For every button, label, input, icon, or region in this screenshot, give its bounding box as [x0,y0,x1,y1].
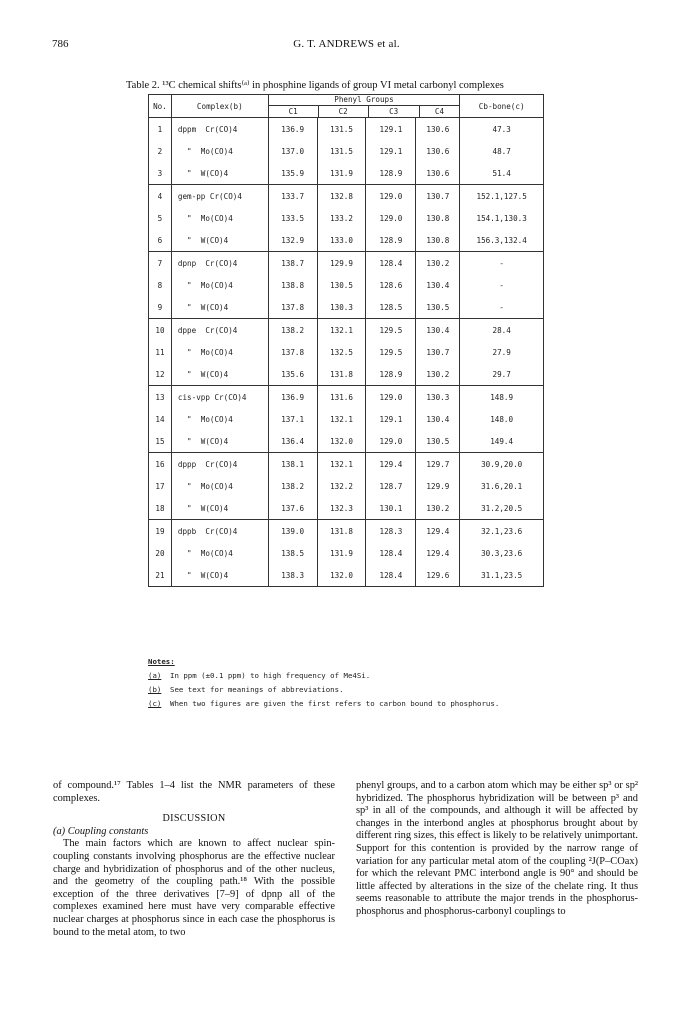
cell-c4: 130.5 [416,296,460,319]
cell-c2: 133.2 [317,207,366,229]
header-cbone: Cb-bone(c) [460,95,544,118]
left-column [53,780,335,939]
table-row [149,542,544,564]
cell-cbone: 30.9,20.0 [460,453,544,476]
cell-complex: " W(CO)4 [171,363,268,386]
cell-c3: 128.3 [366,520,416,543]
cell-c4: 129.9 [416,475,460,497]
header-no: No. [149,95,172,118]
cell-complex: " Mo(CO)4 [171,341,268,363]
cell-c3: 129.0 [366,207,416,229]
header-phenyl-group [268,95,460,118]
cell-complex: " W(CO)4 [171,430,268,453]
cell-cbone: - [460,252,544,275]
cell-complex: " Mo(CO)4 [171,542,268,564]
cell-c2: 132.2 [317,475,366,497]
header-c1: C1 [269,106,319,117]
cell-c4: 130.7 [416,341,460,363]
table-row [149,520,544,543]
cell-complex: dppm Cr(CO)4 [171,118,268,141]
cell-c2: 132.3 [317,497,366,520]
cell-no: 12 [149,363,172,386]
cell-c4: 130.2 [416,252,460,275]
cell-c4: 130.6 [416,162,460,185]
cell-c4: 130.4 [416,274,460,296]
cell-cbone: 32.1,23.6 [460,520,544,543]
cell-c1: 136.9 [268,386,317,409]
cell-c3: 129.5 [366,341,416,363]
table-row [149,207,544,229]
cell-cbone: 148.9 [460,386,544,409]
table-row [149,564,544,587]
cell-c3: 128.6 [366,274,416,296]
cell-no: 20 [149,542,172,564]
cell-no: 17 [149,475,172,497]
cell-c4: 130.4 [416,319,460,342]
right-column [356,780,638,919]
cell-c1: 137.0 [268,140,317,162]
header-phenyl: Phenyl Groups [269,95,460,106]
cell-cbone: 31.2,20.5 [460,497,544,520]
cell-no: 16 [149,453,172,476]
table-row [149,475,544,497]
cell-c4: 130.6 [416,118,460,141]
cell-cbone: - [460,296,544,319]
cell-no: 4 [149,185,172,208]
note-c [148,697,568,711]
cell-no: 2 [149,140,172,162]
cell-c2: 133.0 [317,229,366,252]
cell-c1: 133.7 [268,185,317,208]
table-row [149,319,544,342]
cell-c2: 131.9 [317,162,366,185]
cell-no: 9 [149,296,172,319]
cell-c1: 132.9 [268,229,317,252]
table-row [149,453,544,476]
cell-no: 14 [149,408,172,430]
cell-c3: 129.0 [366,185,416,208]
cell-c4: 130.2 [416,363,460,386]
page-header [0,38,693,54]
table-row [149,118,544,141]
cell-complex: dppp Cr(CO)4 [171,453,268,476]
cell-c4: 129.7 [416,453,460,476]
cell-cbone: 51.4 [460,162,544,185]
cell-c1: 137.6 [268,497,317,520]
cell-c3: 129.0 [366,430,416,453]
cell-c3: 128.4 [366,564,416,587]
cell-c2: 132.8 [317,185,366,208]
cell-c2: 131.8 [317,520,366,543]
cell-cbone: 29.7 [460,363,544,386]
page-number: 786 [52,38,69,50]
table-row [149,162,544,185]
cell-c3: 128.7 [366,475,416,497]
cell-c1: 139.0 [268,520,317,543]
table-row [149,408,544,430]
cell-c1: 138.1 [268,453,317,476]
table-row [149,363,544,386]
cell-no: 13 [149,386,172,409]
cell-no: 7 [149,252,172,275]
cell-complex: " W(CO)4 [171,564,268,587]
cell-c2: 132.5 [317,341,366,363]
table-row [149,497,544,520]
table-row [149,296,544,319]
cell-no: 15 [149,430,172,453]
cell-cbone: 152.1,127.5 [460,185,544,208]
right-paragraph-1: phenyl groups, and to a carbon atom which may be either sp³ or sp² hybridized. The phosphorus hybridization will be between p³ and sp³ in all of the compounds, and although it will be affected by changes in the interbond angles at phosphorus brought about by different ring sizes, this effect is likely to be relatively unimportant. Support for this contention is provided by the narrow range of variation for any particular metal atom of the coupling ²J(P–COax) for which the relevant PMC interbond angle is 90° and should be little affected by alterations in the size of the chelate ring. It thus seems reasonable to attribute the major trends in the phosphorus-phosphorus and phosphorus-carbonyl couplings to [356,780,638,917]
cell-c1: 135.9 [268,162,317,185]
cell-cbone: 30.3,23.6 [460,542,544,564]
table-row [149,341,544,363]
running-head: G. T. ANDREWS et al. [293,38,400,50]
cell-c3: 128.4 [366,542,416,564]
cell-c3: 128.9 [366,162,416,185]
cell-c1: 138.2 [268,319,317,342]
note-a-text: In ppm (±0.1 ppm) to high frequency of Me4Si. [170,671,371,680]
cell-c4: 130.4 [416,408,460,430]
header-c4: C4 [434,107,445,116]
cell-cbone: 31.1,23.5 [460,564,544,587]
note-a-mark: (a) [148,671,162,680]
cell-complex: " W(CO)4 [171,296,268,319]
cell-c1: 135.6 [268,363,317,386]
subsection-heading: (a) Coupling constants [53,825,149,837]
cell-complex: dppe Cr(CO)4 [171,319,268,342]
shifts-table [148,94,544,587]
cell-cbone: 47.3 [460,118,544,141]
cell-complex: dppb Cr(CO)4 [171,520,268,543]
cell-complex: " Mo(CO)4 [171,207,268,229]
cell-c1: 136.9 [268,118,317,141]
cell-c2: 131.8 [317,363,366,386]
cell-c2: 132.1 [317,408,366,430]
cell-cbone: 148.0 [460,408,544,430]
header-c3: C3 [369,106,420,117]
cell-no: 1 [149,118,172,141]
cell-c3: 128.9 [366,229,416,252]
cell-c3: 129.1 [366,408,416,430]
cell-cbone: 28.4 [460,319,544,342]
cell-c3: 130.1 [366,497,416,520]
cell-c4: 129.4 [416,542,460,564]
cell-no: 8 [149,274,172,296]
table-row [149,185,544,208]
table-row [149,274,544,296]
cell-c3: 129.4 [366,453,416,476]
cell-complex: " W(CO)4 [171,229,268,252]
cell-complex: " Mo(CO)4 [171,408,268,430]
header-c2: C2 [319,106,369,117]
cell-c2: 131.6 [317,386,366,409]
cell-complex: dpnp Cr(CO)4 [171,252,268,275]
cell-c1: 137.8 [268,341,317,363]
cell-complex: " Mo(CO)4 [171,140,268,162]
cell-c3: 129.1 [366,140,416,162]
cell-c2: 132.0 [317,430,366,453]
note-a [148,669,568,683]
cell-c4: 130.8 [416,229,460,252]
cell-c4: 130.3 [416,386,460,409]
cell-no: 10 [149,319,172,342]
cell-c2: 131.5 [317,118,366,141]
cell-c3: 128.4 [366,252,416,275]
cell-complex: " Mo(CO)4 [171,274,268,296]
cell-c2: 130.5 [317,274,366,296]
cell-c3: 128.9 [366,363,416,386]
cell-c1: 136.4 [268,430,317,453]
table-row [149,252,544,275]
cell-cbone: 48.7 [460,140,544,162]
table-row [149,430,544,453]
cell-c2: 129.9 [317,252,366,275]
cell-no: 21 [149,564,172,587]
note-b-mark: (b) [148,685,162,694]
cell-complex: cis-vpp Cr(CO)4 [171,386,268,409]
cell-c3: 128.5 [366,296,416,319]
cell-c3: 129.5 [366,319,416,342]
cell-c4: 130.6 [416,140,460,162]
cell-c2: 131.5 [317,140,366,162]
cell-c1: 138.5 [268,542,317,564]
cell-c1: 138.7 [268,252,317,275]
cell-c1: 133.5 [268,207,317,229]
cell-c1: 137.8 [268,296,317,319]
cell-c1: 138.8 [268,274,317,296]
cell-c1: 138.2 [268,475,317,497]
cell-no: 19 [149,520,172,543]
cell-cbone: - [460,274,544,296]
table-row [149,229,544,252]
notes-title: Notes: [148,657,175,666]
cell-c3: 129.0 [366,386,416,409]
cell-no: 6 [149,229,172,252]
cell-c2: 132.1 [317,319,366,342]
cell-c4: 129.4 [416,520,460,543]
table-header-row [149,95,544,118]
note-c-mark: (c) [148,699,162,708]
cell-c2: 132.0 [317,564,366,587]
cell-c4: 130.2 [416,497,460,520]
cell-c2: 132.1 [317,453,366,476]
table-notes [148,655,568,711]
cell-cbone: 156.3,132.4 [460,229,544,252]
cell-no: 3 [149,162,172,185]
left-paragraph-2: The main factors which are known to affect nuclear spin-coupling constants involving phosphorus are the effective nuclear charge and hybridization of phosphorus and of the other nucleus, and the geometry of the coupling path.¹⁸ With the possible exception of the three derivatives [7–9] of dpnp all of the complexes examined here must have very comparable effective nuclear charges at phosphorus since in each case the phosphorus is bound to the metal atom, to two [53,838,335,938]
cell-c1: 137.1 [268,408,317,430]
cell-cbone: 154.1,130.3 [460,207,544,229]
cell-cbone: 149.4 [460,430,544,453]
cell-no: 11 [149,341,172,363]
note-b-text: See text for meanings of abbreviations. [170,685,344,694]
note-b [148,683,568,697]
cell-c4: 130.7 [416,185,460,208]
note-c-text: When two figures are given the first refers to carbon bound to phosphorus. [170,699,500,708]
section-heading: DISCUSSION [162,813,226,825]
left-paragraph-1: of compound.¹⁷ Tables 1–4 list the NMR parameters of these complexes. [53,780,335,804]
cell-no: 18 [149,497,172,520]
cell-c2: 131.9 [317,542,366,564]
cell-c3: 129.1 [366,118,416,141]
cell-c4: 130.5 [416,430,460,453]
table-caption: Table 2. ¹³C chemical shifts⁽ᵃ⁾ in phosphine ligands of group VI metal carbonyl complexes [126,80,504,91]
cell-complex: " W(CO)4 [171,162,268,185]
table-row [149,140,544,162]
cell-no: 5 [149,207,172,229]
cell-complex: " Mo(CO)4 [171,475,268,497]
cell-complex: gem-pp Cr(CO)4 [171,185,268,208]
cell-c4: 130.8 [416,207,460,229]
cell-cbone: 27.9 [460,341,544,363]
cell-complex: " W(CO)4 [171,497,268,520]
cell-cbone: 31.6,20.1 [460,475,544,497]
cell-c4: 129.6 [416,564,460,587]
header-complex: Complex(b) [171,95,268,118]
cell-c2: 130.3 [317,296,366,319]
table-row [149,386,544,409]
cell-c1: 138.3 [268,564,317,587]
